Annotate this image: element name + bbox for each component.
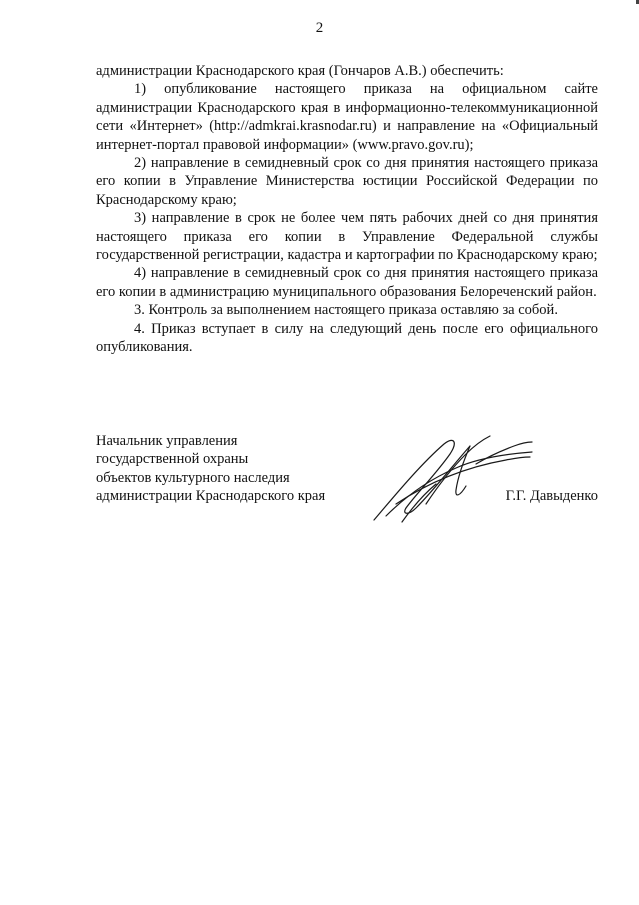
signer-position-line: государственной охраны: [96, 451, 249, 468]
paragraph-clause-3: 3. Контроль за выполнением настоящего приказа оставляю за собой.: [134, 302, 558, 319]
signer-position-line: Начальник управления: [96, 433, 238, 449]
paragraph-clause-4: 4. Приказ вступает в силу на следующий день после его официального опубликования.: [96, 320, 598, 356]
handwritten-signature: [366, 424, 536, 524]
document-body: [96, 62, 598, 357]
signer-name: Г.Г. Давыденко: [505, 488, 598, 504]
paragraph-item-2: 2) направление в семидневный срок со дня принятия настоящего приказа его копии в Управление Министерства юстиции Российской Федерации по Краснодарскому краю;: [96, 155, 598, 208]
page-number: 2: [315, 20, 324, 36]
paragraph-item-4: 4) направление в семидневный срок со дня принятия настоящего приказа его копии в администрацию муниципального образования Белореченский район.: [96, 265, 598, 300]
signer-position-line: администрации Краснодарского края: [96, 488, 326, 505]
signer-position-line: объектов культурного наследия: [96, 469, 290, 486]
paragraph-item-3: 3) направление в срок не более чем пять рабочих дней со дня принятия настоящего приказа его копии в Управление Федеральной службы государственной регистрации, кадастра и картографии по Краснодарскому краю;: [96, 210, 598, 264]
paragraph-item-1: 1) опубликование настоящего приказа на официальном сайте администрации Краснодарского края в информационно-телекоммуникационной сети «Интернет» (http://admkrai.krasnodar.ru) и направление на «Официальный интернет-портал правовой информации» (www.pravo.gov.ru);: [96, 81, 598, 153]
paragraph-intro: администрации Краснодарского края (Гончаров А.В.) обеспечить:: [96, 63, 504, 79]
signature-block: [96, 432, 598, 522]
